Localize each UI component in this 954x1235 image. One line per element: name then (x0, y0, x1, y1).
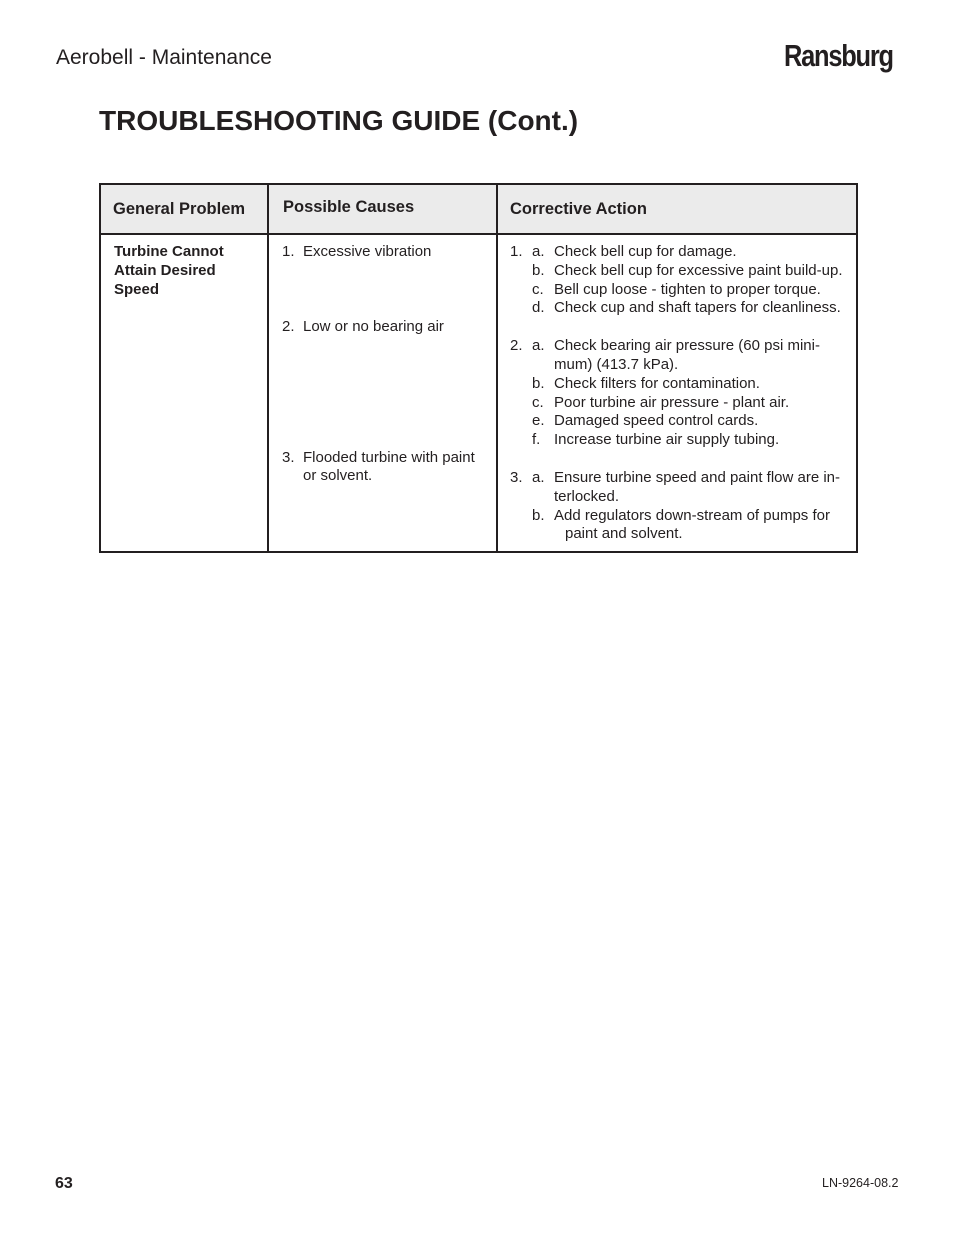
step-letter: e. (532, 412, 545, 430)
action-step (510, 262, 854, 281)
step-text: Poor turbine air pressure - plant air. (554, 393, 790, 411)
action-step (510, 281, 854, 300)
step-text: mum) (413.7 kPa). (554, 355, 679, 373)
document-number: LN-9264-08.2 (822, 1176, 899, 1190)
page-title: TROUBLESHOOTING GUIDE (Cont.) (99, 105, 579, 136)
cause-number: 1. (282, 243, 295, 260)
troubleshooting-table (99, 183, 858, 553)
cause-number: 3. (282, 448, 295, 466)
step-letter: c. (532, 393, 544, 411)
step-letter: a. (532, 337, 545, 355)
step-text: paint and solvent. (565, 525, 683, 543)
possible-causes-cell (268, 234, 497, 552)
cause-text: Flooded turbine with paint (303, 448, 475, 466)
column-header-corrective-action: Corrective Action (497, 184, 857, 234)
action-group-number: 3. (510, 468, 523, 486)
action-step (510, 412, 854, 431)
column-header-possible-causes: Possible Causes (268, 184, 497, 234)
action-step (510, 507, 854, 545)
action-step (510, 299, 854, 318)
section-label: Aerobell - Maintenance (56, 46, 272, 69)
general-problem-cell (100, 234, 268, 552)
step-text: Ensure turbine speed and paint flow are in- (554, 468, 841, 486)
table-header-row (100, 184, 857, 234)
step-letter: a. (532, 243, 545, 260)
action-group (510, 469, 854, 544)
step-text: Increase turbine air supply tubing. (554, 431, 780, 449)
action-step (510, 469, 854, 507)
cause-item (282, 449, 490, 487)
step-text: Check cup and shaft tapers for cleanliness. (554, 299, 841, 317)
action-group-number: 2. (510, 337, 523, 355)
step-letter: c. (532, 280, 544, 298)
action-step (510, 243, 854, 262)
step-letter: f. (532, 431, 541, 449)
brand-logo: Ransburg (784, 38, 893, 73)
step-text: Damaged speed control cards. (554, 412, 759, 430)
problem-line: Attain Desired (114, 261, 216, 279)
step-text: Check bell cup for damage. (554, 243, 737, 260)
cause-item (282, 243, 490, 262)
action-group (510, 243, 854, 318)
step-text: Check filters for contamination. (554, 374, 760, 392)
cause-text: Low or no bearing air (303, 317, 444, 335)
cause-text: or solvent. (303, 467, 373, 485)
action-step (510, 337, 854, 375)
step-letter: b. (532, 506, 545, 524)
problem-line: Turbine Cannot (114, 243, 224, 260)
step-text: terlocked. (554, 487, 620, 505)
cause-text: Excessive vibration (303, 243, 432, 260)
step-letter: d. (532, 299, 545, 317)
action-step (510, 431, 854, 450)
step-text: Bell cup loose - tighten to proper torque. (554, 280, 821, 298)
step-text: Check bell cup for excessive paint build-up. (554, 261, 843, 279)
corrective-action-cell (497, 234, 857, 552)
step-text: Check bearing air pressure (60 psi mini- (554, 337, 820, 355)
action-step (510, 394, 854, 413)
action-group-number: 1. (510, 243, 523, 260)
action-group (510, 337, 854, 450)
step-letter: b. (532, 374, 545, 392)
cause-item (282, 318, 490, 337)
action-step (510, 375, 854, 394)
table-row (100, 234, 857, 552)
step-text: Add regulators down-stream of pumps for (554, 506, 830, 524)
step-letter: b. (532, 261, 545, 279)
cause-number: 2. (282, 317, 295, 335)
page-number: 63 (55, 1175, 73, 1192)
column-header-general-problem: General Problem (100, 184, 268, 234)
step-letter: a. (532, 468, 545, 486)
problem-line: Speed (114, 280, 160, 298)
